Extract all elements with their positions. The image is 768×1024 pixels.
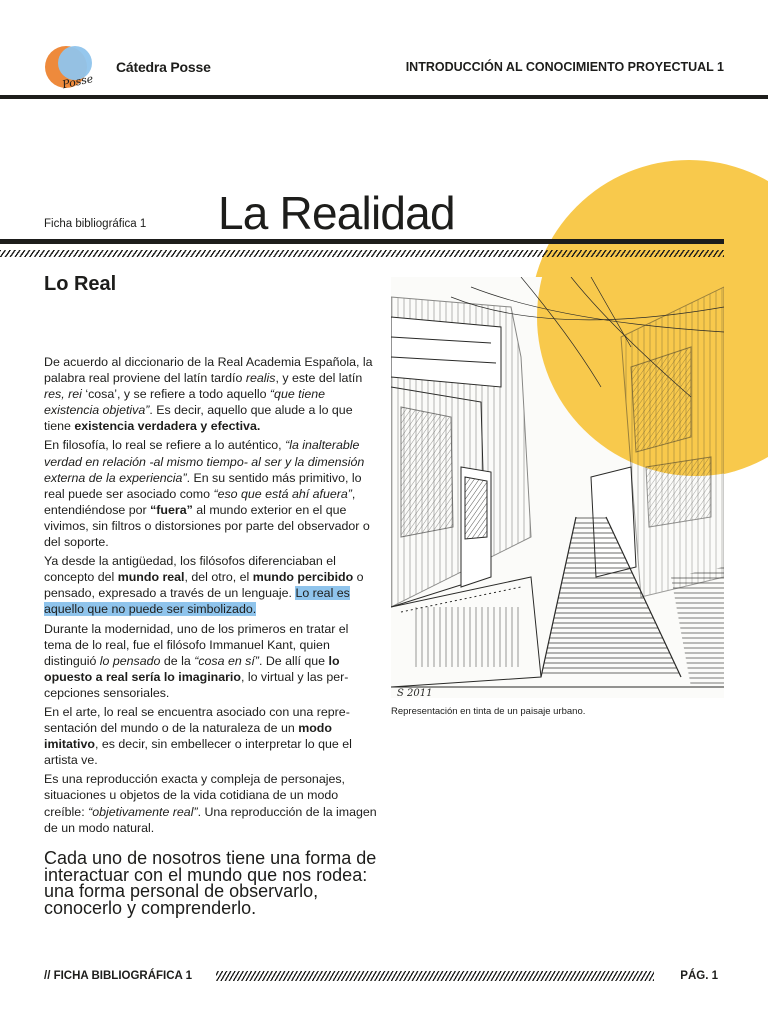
urban-sketch-illustration <box>391 277 724 698</box>
italic-run: “la inalterable verdad en relación -al mismo tiempo- al ser y la dimensión externa de la experiencia” <box>44 438 365 485</box>
italic-run: “que tiene existencia objetiva” <box>44 387 326 418</box>
page-title: La Realidad <box>218 187 455 239</box>
text-run: . En su sentido más primitivo, lo real puede ser asociado como <box>44 470 362 501</box>
body-paragraph <box>44 553 378 617</box>
text-run: ‘cosa’, y se refiere a todo aquello <box>81 387 270 402</box>
text-run: . Es decir, aquello que alude a lo que tiene <box>44 403 353 434</box>
body-text <box>44 354 378 839</box>
bold-run: mundo real <box>117 570 185 585</box>
title-rule <box>0 239 724 244</box>
body-paragraph <box>44 354 378 434</box>
bold-run: lo opuesto a real sería lo imaginario <box>44 653 340 684</box>
text-run: , entendiéndose por <box>44 486 356 517</box>
bold-run: “fuera” <box>150 502 193 517</box>
text-run: , del otro, el <box>184 570 253 585</box>
body-paragraph <box>44 621 378 701</box>
title-hatch-divider <box>0 250 724 257</box>
bold-run: mundo percibido <box>252 570 354 585</box>
body-paragraph <box>44 704 378 768</box>
text-run: Es una reproducción exacta y compleja de personajes, situaciones u objetos de la vida cotidiana de un modo creíble: <box>44 772 345 819</box>
text-run: . De allí que <box>258 653 329 668</box>
logo-wordmark: Posse <box>61 72 95 92</box>
italic-run: “objetivamente real” <box>88 804 198 819</box>
pull-quote: Cada uno de nosotros tiene una forma de interactuar con el mundo que nos rodea: una forma personal de observarlo, conocerlo y comprenderlo. <box>44 848 377 918</box>
italic-run: lo pensado <box>99 653 161 668</box>
course-title: INTRODUCCIÓN AL CONOCIMIENTO PROYECTUAL 1 <box>405 60 724 74</box>
text-run: al mundo exterior en el que vivimos, sin filtros o distorsiones por parte del observador o del soporte. <box>44 502 370 550</box>
footer-label: // FICHA BIBLIOGRÁFICA 1 <box>44 970 193 982</box>
body-paragraph <box>44 771 378 835</box>
section-title: Lo Real <box>44 273 117 295</box>
italic-run: “eso que está ahí afuera” <box>213 486 352 501</box>
bold-run: modo imitativo <box>44 721 332 752</box>
italic-run: res, rei <box>44 387 82 402</box>
text-run: Ya desde la antigüedad, los filósofos diferenciaban el concepto del <box>44 554 336 585</box>
text-run: , y este del latín <box>275 371 363 386</box>
text-run: Durante la modernidad, uno de los primeros en tratar el tema de lo real, fue el filósofo Immanuel Kant, quien distinguió <box>44 621 349 668</box>
artist-signature: S 2011 <box>397 688 433 698</box>
posse-logo <box>44 42 102 92</box>
header-rule <box>0 95 768 99</box>
chair-name: Cátedra Posse <box>116 59 211 75</box>
text-run: En el arte, lo real se encuentra asociado con una representación del mundo o de la naturaleza de un <box>44 704 350 736</box>
bold-run: existencia verdadera y efectiva. <box>74 419 261 434</box>
page-number: PÁG. 1 <box>680 970 718 982</box>
text-run: o pensado, expresado a través de un lenguaje. <box>44 570 364 601</box>
text-run: , es decir, sin embellecer o interpretar lo que el artista ve. <box>44 737 352 768</box>
highlighted-run: Lo real es aquello que no puede ser simbolizado. <box>44 586 350 617</box>
text-run: de la <box>160 653 195 668</box>
text-run: En filosofía, lo real se refiere a lo auténtico, <box>44 438 286 453</box>
footer-hatch-divider <box>216 971 654 981</box>
italic-run: realis <box>245 371 276 386</box>
figure-caption: Representación en tinta de un paisaje urbano. <box>391 706 586 717</box>
fiche-label: Ficha bibliográfica 1 <box>44 218 147 230</box>
text-run: De acuerdo al diccionario de la Real Academia Española, la palabra real proviene del latín tardío <box>44 355 373 386</box>
text-run: . Una reproducción de la imagen de un modo natural. <box>44 804 377 835</box>
body-paragraph <box>44 437 378 550</box>
italic-run: “cosa en sí” <box>194 653 259 668</box>
text-run: , lo virtual y las percepciones sensoriales. <box>44 669 349 700</box>
